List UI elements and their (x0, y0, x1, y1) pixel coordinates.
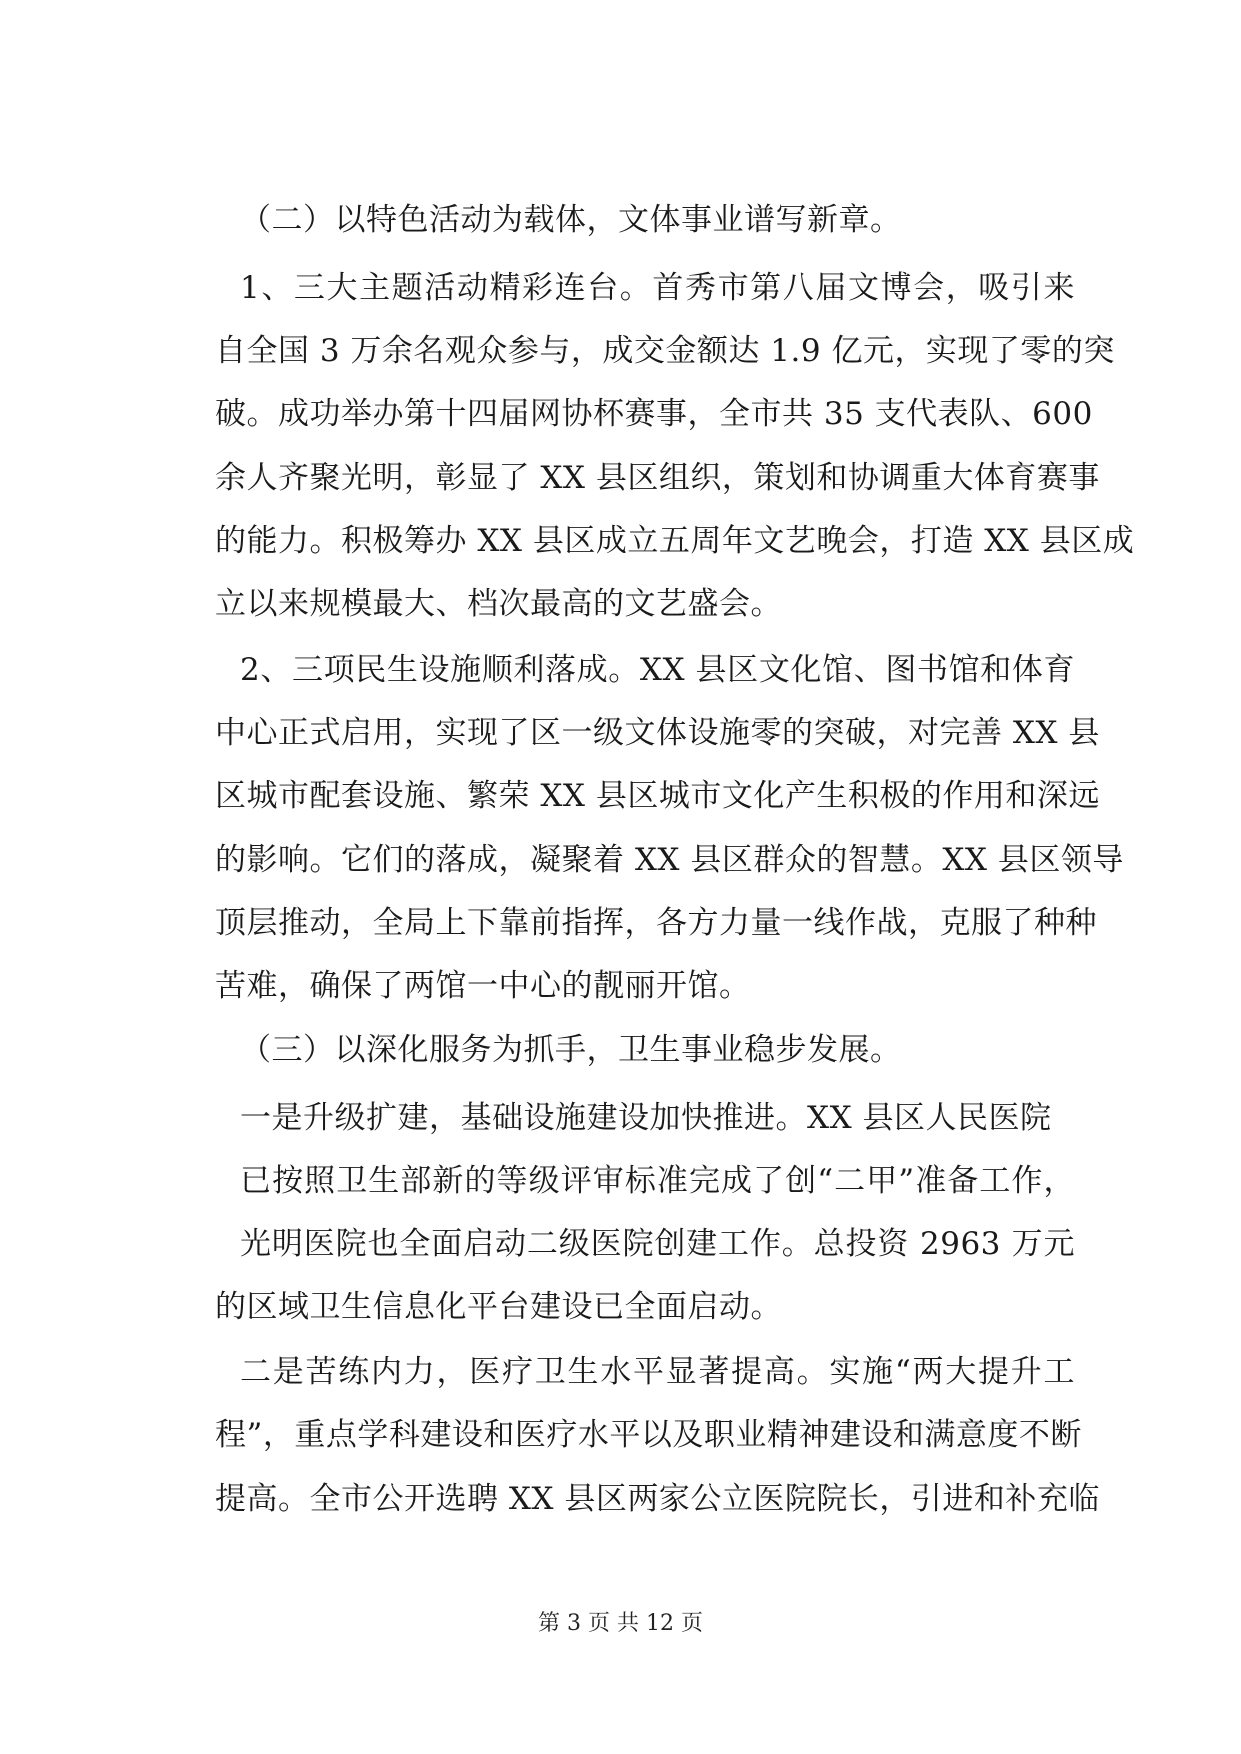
page-footer: 第 3 页 共 12 页 (538, 1611, 703, 1636)
paragraph-line: 自全国 3 万余名观众参与，成交金额达 1.9 亿元，实现了零的突 (215, 333, 1115, 369)
paragraph-line: 的能力。积极筹办 XX 县区成立五周年文艺晚会，打造 XX 县区成 (215, 523, 1135, 559)
paragraph-line: 余人齐聚光明，彰显了 XX 县区组织，策划和协调重大体育赛事 (215, 460, 1100, 496)
paragraph-line: 立以来规模最大、档次最高的文艺盛会。 (215, 586, 782, 622)
paragraph-line: 的影响。它们的落成，凝聚着 XX 县区群众的智慧。XX 县区领导 (215, 842, 1124, 878)
paragraph-line: 程”，重点学科建设和医疗水平以及职业精神建设和满意度不断 (215, 1417, 1082, 1453)
section-heading: （二）以特色活动为载体，文体事业谱写新章。 (240, 202, 902, 238)
paragraph-line: 光明医院也全面启动二级医院创建工作。总投资 2963 万元 (240, 1226, 1075, 1262)
paragraph-line: 二是苦练内力，医疗卫生水平显著提高。实施“两大提升工 (240, 1354, 1075, 1390)
section-heading: （三）以深化服务为抓手，卫生事业稳步发展。 (240, 1032, 902, 1068)
paragraph-line: 中心正式启用，实现了区一级文体设施零的突破，对完善 XX 县 (215, 715, 1100, 751)
paragraph-line: 的区域卫生信息化平台建设已全面启动。 (215, 1289, 782, 1325)
paragraph-line: 破。成功举办第十四届网协杯赛事，全市共 35 支代表队、600 (215, 396, 1093, 432)
paragraph-line: 1、三大主题活动精彩连台。首秀市第八届文博会，吸引来 (240, 270, 1075, 306)
paragraph-line: 顶层推动，全局上下靠前指挥，各方力量一线作战，克服了种种 (215, 905, 1097, 941)
paragraph-line: 已按照卫生部新的等级评审标准完成了创“二甲”准备工作， (240, 1163, 1075, 1199)
paragraph-line: 一是升级扩建，基础设施建设加快推进。XX 县区人民医院 (240, 1100, 1052, 1136)
paragraph-line: 提高。全市公开选聘 XX 县区两家公立医院院长，引进和补充临 (215, 1481, 1100, 1517)
paragraph-line: 2、三项民生设施顺利落成。XX 县区文化馆、图书馆和体育 (240, 652, 1075, 688)
paragraph-line: 苦难，确保了两馆一中心的靓丽开馆。 (215, 968, 751, 1004)
paragraph-line: 区城市配套设施、繁荣 XX 县区城市文化产生积极的作用和深远 (215, 778, 1100, 814)
